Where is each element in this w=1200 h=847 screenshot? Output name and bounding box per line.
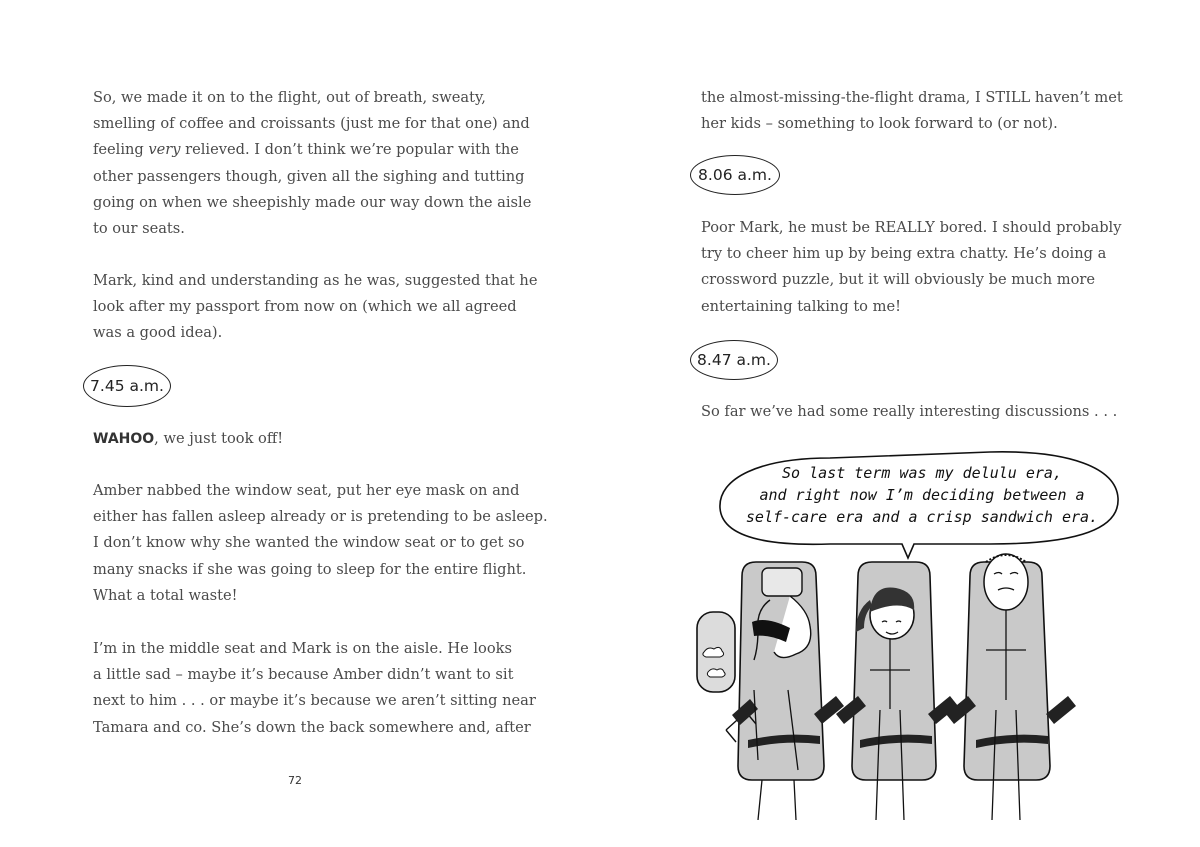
text-line: other passengers though, given all the sighing and tutting xyxy=(93,167,525,185)
left-paragraph-1 xyxy=(93,85,531,242)
airplane-seats-illustration xyxy=(690,440,1120,820)
text-line: going on when we sheepishly made our way down the aisle xyxy=(93,193,532,211)
text-line: crossword puzzle, but it will obviously be much more xyxy=(701,271,1095,289)
speech-line: and right now I’m deciding between a xyxy=(759,486,1085,504)
text-line: So, we made it on to the flight, out of breath, sweaty, xyxy=(93,89,486,106)
time-badge-847 xyxy=(690,340,778,380)
text-line: to our seats. xyxy=(93,220,185,238)
time-badge-745 xyxy=(83,365,171,407)
text-line: WAHOO, we just took off! xyxy=(93,430,284,447)
text-line: What a total waste! xyxy=(93,586,238,604)
text-line: try to cheer him up by being extra chatty. He’s doing a xyxy=(701,245,1107,263)
left-paragraph-wahoo xyxy=(93,426,283,452)
left-paragraph-3 xyxy=(93,478,548,609)
text-line: Mark, kind and understanding as he was, suggested that he xyxy=(93,272,538,289)
time-label: 7.45 a.m. xyxy=(90,377,164,395)
right-page xyxy=(600,0,1200,847)
text-line: next to him . . . or maybe it’s because we aren’t sitting near xyxy=(93,692,536,710)
time-label: 8.06 a.m. xyxy=(698,166,772,184)
text-line: entertaining talking to me! xyxy=(701,297,901,315)
text-line: was a good idea). xyxy=(93,324,223,342)
time-badge-806 xyxy=(690,155,780,195)
text-line: Poor Mark, he must be REALLY bored. I should probably xyxy=(701,219,1122,236)
text-line: feeling very relieved. I don’t think we’re popular with the xyxy=(93,141,519,159)
text-line: Amber nabbed the window seat, put her eye mask on and xyxy=(93,482,520,499)
middle-seat xyxy=(836,562,958,820)
speech-bubble-text xyxy=(732,462,1112,528)
text-line: look after my passport from now on (which we all agreed xyxy=(93,298,517,316)
window-seat xyxy=(726,562,844,820)
text-line: many snacks if she was going to sleep for the entire flight. xyxy=(93,560,527,578)
right-paragraph-3 xyxy=(701,399,1117,425)
left-paragraph-2 xyxy=(93,268,537,347)
text-line: Tamara and co. She’s down the back somewhere and, after xyxy=(93,718,531,736)
airplane-window xyxy=(697,612,735,692)
text-line: So far we’ve had some really interesting discussions . . . xyxy=(701,403,1118,420)
text-line: I don’t know why she wanted the window seat or to get so xyxy=(93,534,525,552)
speech-line: self-care era and a crisp sandwich era. xyxy=(745,508,1099,526)
right-paragraph-1 xyxy=(701,85,1123,137)
wahoo-emphasis: WAHOO xyxy=(93,431,155,447)
text-line: I’m in the middle seat and Mark is on the aisle. He looks xyxy=(93,640,512,657)
aisle-seat xyxy=(946,554,1076,820)
text-line: a little sad – maybe it’s because Amber didn’t want to sit xyxy=(93,666,514,684)
time-label: 8.47 a.m. xyxy=(697,351,771,369)
text-line: either has fallen asleep already or is pretending to be asleep. xyxy=(93,508,548,526)
page-number: 72 xyxy=(288,774,302,787)
speech-line: So last term was my delulu era, xyxy=(782,464,1062,482)
text-line: smelling of coffee and croissants (just me for that one) and xyxy=(93,115,530,133)
left-paragraph-4 xyxy=(93,636,536,741)
text-line: the almost-missing-the-flight drama, I STILL haven’t met xyxy=(701,89,1123,106)
right-paragraph-2 xyxy=(701,215,1121,320)
text-line: her kids – something to look forward to (or not). xyxy=(701,115,1058,133)
